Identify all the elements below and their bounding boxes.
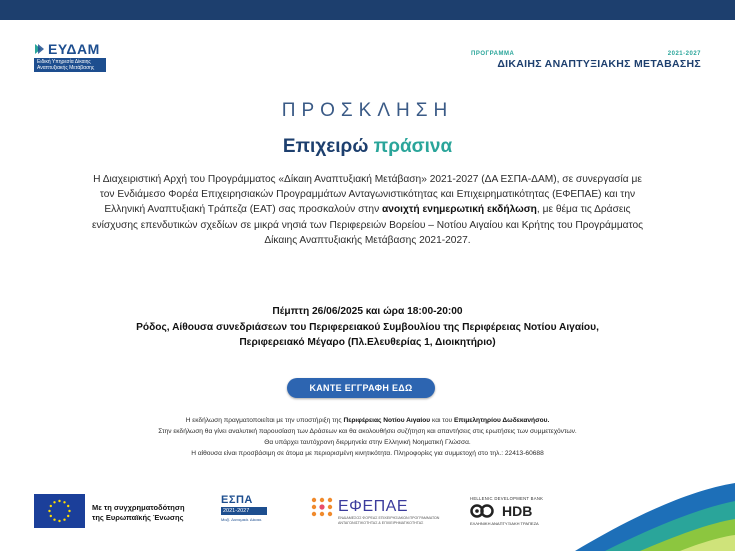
hdb-top-text: HELLENIC DEVELOPMENT BANK <box>470 496 544 501</box>
headline-word-2: πράσινα <box>373 136 453 157</box>
espa-title: ΕΣΠΑ <box>221 494 253 506</box>
decorative-waves <box>515 461 735 551</box>
note-support-chamber: Επιμελητηρίου Δωδεκανήσου. <box>453 417 550 424</box>
hdb-subtitle: ΕΛΛΗΝΙΚΗ ΑΝΑΠΤΥΞΙΑΚΗ ΤΡΑΠΕΖΑ <box>470 521 539 526</box>
note-support-text-c: και του <box>431 417 453 424</box>
invitation-kicker: ΠΡΟΣΚΛΗΣΗ <box>281 100 454 121</box>
eydam-logo <box>34 42 114 72</box>
intro-bold: ανοιχτή ενημερωτική εκδήλωση <box>382 204 537 216</box>
note-sign-language: Θα υπάρχει ταυτόχρονη διερμηνεία στην Ελληνική Νοηματική Γλώσσα. <box>264 439 471 446</box>
espa-logo <box>221 494 276 522</box>
program-title: ΔΙΚΑΙΗΣ ΑΝΑΠΤΥΞΙΑΚΗΣ ΜΕΤΑΒΑΣΗΣ <box>497 58 701 70</box>
efepae-title: ΕΦΕΠΑΕ <box>338 498 409 515</box>
event-place-1: Ρόδος, Αίθουσα συνεδριάσεων του Περιφερειακού Συμβουλίου της Περιφέρειας Νοτίου Αιγαίου, <box>136 321 599 333</box>
note-support-text-a: Η εκδήλωση πραγματοποιείται με την υποστήριξη της <box>185 417 342 424</box>
top-bar <box>0 0 735 20</box>
register-button[interactable]: ΚΑΝΤΕ ΕΓΓΡΑΦΗ ΕΔΩ <box>287 378 435 398</box>
hdb-title: HDB <box>502 503 533 519</box>
headline-word-1: Επιχειρώ <box>282 136 369 157</box>
note-presentation: Στην εκδήλωση θα γίνει αναλυτική παρουσίαση των Δράσεων και θα ακολουθήσει συζήτηση και απαντήσεις στις ερωτήσεις των συμμετεχόντων. <box>158 428 577 435</box>
eydam-title: ΕΥΔΑΜ <box>48 41 100 57</box>
invitation-intro <box>90 172 645 248</box>
intro-text-1: Η Διαχειριστική Αρχή του Προγράμματος «Δίκαιη Αναπτυξιακή Μετάβαση» 2021-2027 (ΔΑ ΕΣΠΑ-ΔΑΜ), σε συνεργασία με τον Ενδιάμεσο Φορέα Επιχειρησιακών Προγραμμάτων Ανταγωνιστικότητας και Επιχειρηματικότητας (ΕΦΕΠΑΕ) και την Ελληνική Αναπτυξιακή Τράπεζα (ΕΑΤ) σας προσκαλούν στην <box>93 174 642 216</box>
efepae-logo <box>310 496 450 525</box>
note-accessibility: Η αίθουσα είναι προσβάσιμη σε άτομα με περιορισμένη κινητικότητα. Πληροφορίες για συμμετοχή στο τηλ.: 22413-60688 <box>191 450 544 457</box>
intro-text-2: , με θέμα τις Δράσεις ενίσχυσης επενδυτικών σχεδίων σε μικρά νησιά των Περιφερειών Βορείου – Νοτίου Αιγαίου και Κρήτης του Προγράμματος Δίκαιης Αναπτυξιακής Μετάβασης 2021-2027. <box>91 204 644 246</box>
event-place-2: Περιφερειακό Μέγαρο (Πλ.Ελευθερίας 1, Διοικητήριο) <box>239 337 496 349</box>
eu-flag-icon <box>34 494 85 528</box>
espa-years: 2021-2027 <box>221 507 267 515</box>
note-support-region: Περιφέρειας Νοτίου Αιγαίου <box>343 417 431 424</box>
event-details <box>60 304 675 351</box>
event-date: Πέμπτη 26/06/2025 και ώρα 18:00-20:00 <box>272 306 463 317</box>
invitation-headline <box>0 136 735 158</box>
eydam-subtitle: Ειδική Υπηρεσία Δίκαιης Αναπτυξιακής Μετάβασης <box>34 58 106 72</box>
espa-slogan: Μαζί. Δυναμικά. Δίκαια. <box>221 517 263 522</box>
event-notes <box>50 415 685 459</box>
efepae-dots-icon <box>310 496 334 518</box>
eu-text-line-2: της Ευρωπαϊκής Ένωσης <box>92 512 184 522</box>
note-support <box>50 415 685 426</box>
program-label: ΠΡΟΓΡΑΜΜΑ <box>471 51 515 57</box>
efepae-subtitle: ΕΝΔΙΑΜΕΣΟΣ ΦΟΡΕΑΣ ΕΠΙΧΕΙΡΗΣΙΑΚΩΝ ΠΡΟΓΡΑΜΜΑΤΩΝ ΑΝΤΑΓΩΝΙΣΤΙΚΟΤΗΤΑΣ & ΕΠΙΧΕΙΡΗΜΑΤΙΚΟΤΗΤΑΣ <box>338 516 440 525</box>
program-years: 2021-2027 <box>667 51 701 57</box>
eu-cofunding-text <box>92 503 222 522</box>
program-logo <box>471 51 701 70</box>
eu-text-line-1: Με τη συγχρηματοδότηση <box>92 503 185 512</box>
hdb-rings-icon <box>470 504 500 518</box>
eydam-mark-icon <box>34 43 46 55</box>
